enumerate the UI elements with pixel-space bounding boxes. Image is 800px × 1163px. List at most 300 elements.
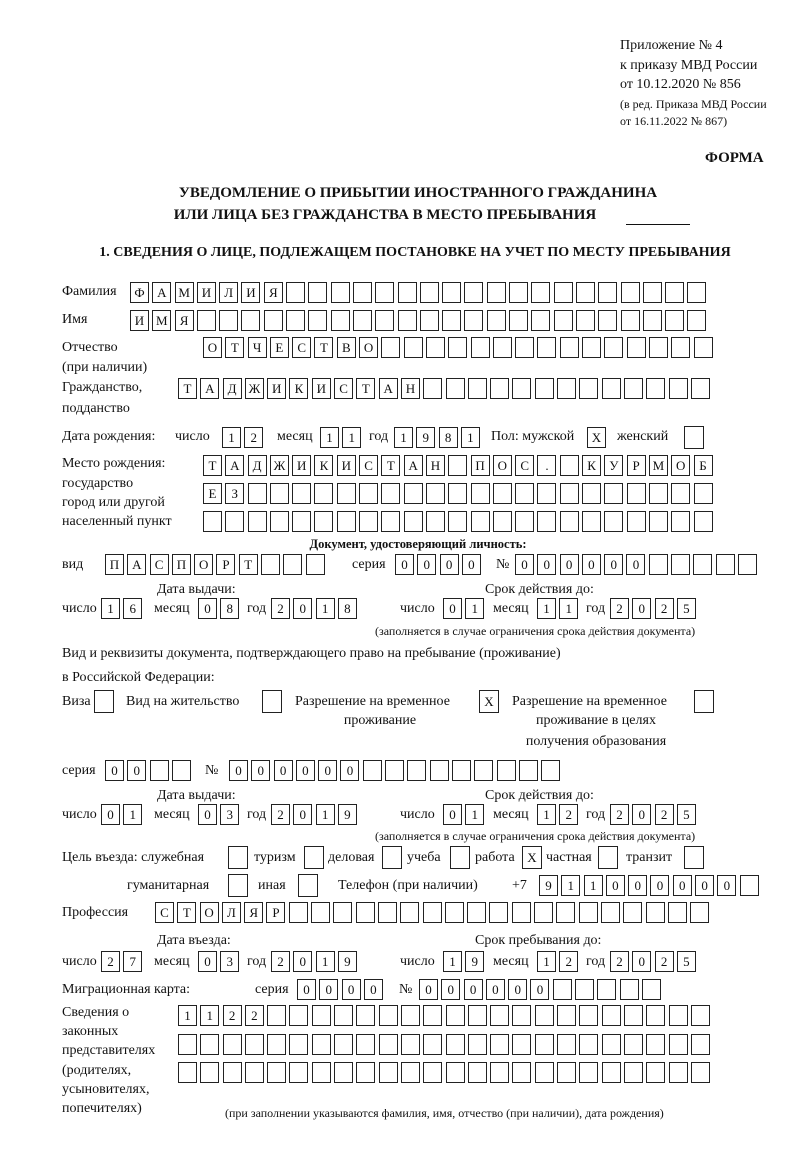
letter-cell[interactable] (446, 378, 465, 399)
letter-cell[interactable] (620, 979, 639, 1000)
letter-cell[interactable]: Д (223, 378, 242, 399)
letter-cell[interactable] (582, 483, 601, 504)
letter-cell[interactable] (642, 979, 661, 1000)
letter-cell[interactable] (693, 554, 712, 575)
permit-valid-month-cells[interactable] (537, 804, 582, 825)
letter-cell[interactable] (286, 282, 305, 303)
letter-cell[interactable] (359, 483, 378, 504)
purpose-transit-checkbox[interactable] (684, 846, 707, 869)
letter-cell[interactable] (665, 282, 684, 303)
letter-cell[interactable]: К (314, 455, 333, 476)
letter-cell[interactable] (669, 378, 688, 399)
letter-cell[interactable] (535, 1062, 554, 1083)
letter-cell[interactable]: 2 (101, 951, 120, 972)
letter-cell[interactable] (306, 554, 325, 575)
letter-cell[interactable]: 0 (395, 554, 414, 575)
letter-cell[interactable] (292, 483, 311, 504)
letter-cell[interactable] (671, 483, 690, 504)
letter-cell[interactable]: М (152, 310, 171, 331)
letter-cell[interactable] (333, 902, 352, 923)
letter-cell[interactable] (575, 979, 594, 1000)
letter-cell[interactable] (228, 874, 248, 897)
letter-cell[interactable] (669, 1005, 688, 1026)
letter-cell[interactable]: Л (219, 282, 238, 303)
letter-cell[interactable] (535, 1034, 554, 1055)
letter-cell[interactable] (448, 337, 467, 358)
letter-cell[interactable] (312, 1062, 331, 1083)
patronymic-cells[interactable] (203, 337, 716, 358)
letter-cell[interactable] (423, 902, 442, 923)
letter-cell[interactable]: 0 (419, 979, 438, 1000)
letter-cell[interactable] (404, 511, 423, 532)
letter-cell[interactable] (331, 310, 350, 331)
letter-cell[interactable] (308, 282, 327, 303)
letter-cell[interactable]: И (337, 455, 356, 476)
letter-cell[interactable]: 5 (677, 804, 696, 825)
letter-cell[interactable]: 0 (417, 554, 436, 575)
letter-cell[interactable] (264, 310, 283, 331)
letter-cell[interactable]: 0 (319, 979, 338, 1000)
letter-cell[interactable]: З (225, 483, 244, 504)
birthplace-cells-1[interactable] (203, 455, 716, 476)
purpose-service-checkbox[interactable] (228, 846, 251, 869)
letter-cell[interactable]: 0 (606, 875, 625, 896)
letter-cell[interactable]: Р (216, 554, 235, 575)
letter-cell[interactable]: 2 (559, 804, 578, 825)
permit-issue-month-cells[interactable] (198, 804, 243, 825)
letter-cell[interactable] (535, 1005, 554, 1026)
letter-cell[interactable] (382, 846, 402, 869)
letter-cell[interactable]: X (522, 846, 542, 869)
letter-cell[interactable] (646, 1062, 665, 1083)
letter-cell[interactable] (624, 1062, 643, 1083)
letter-cell[interactable]: 0 (695, 875, 714, 896)
letter-cell[interactable] (669, 1034, 688, 1055)
letter-cell[interactable] (690, 902, 709, 923)
letter-cell[interactable]: В (337, 337, 356, 358)
letter-cell[interactable] (225, 511, 244, 532)
letter-cell[interactable] (493, 511, 512, 532)
letter-cell[interactable] (314, 483, 333, 504)
letter-cell[interactable] (691, 1034, 710, 1055)
permit-number-cells[interactable] (229, 760, 563, 781)
letter-cell[interactable] (623, 902, 642, 923)
letter-cell[interactable] (554, 310, 573, 331)
letter-cell[interactable] (694, 483, 713, 504)
letter-cell[interactable] (267, 1034, 286, 1055)
letter-cell[interactable]: Я (175, 310, 194, 331)
letter-cell[interactable]: 9 (465, 951, 484, 972)
letter-cell[interactable]: 0 (632, 804, 651, 825)
letter-cell[interactable] (337, 483, 356, 504)
letter-cell[interactable]: 0 (293, 804, 312, 825)
letter-cell[interactable] (646, 1005, 665, 1026)
letter-cell[interactable] (694, 511, 713, 532)
letter-cell[interactable] (646, 902, 665, 923)
letter-cell[interactable]: О (359, 337, 378, 358)
letter-cell[interactable] (649, 554, 668, 575)
letter-cell[interactable] (356, 1034, 375, 1055)
letter-cell[interactable] (602, 1062, 621, 1083)
letter-cell[interactable] (298, 874, 318, 897)
letter-cell[interactable]: 0 (462, 554, 481, 575)
letter-cell[interactable]: К (582, 455, 601, 476)
letter-cell[interactable]: Я (264, 282, 283, 303)
letter-cell[interactable] (426, 337, 445, 358)
letter-cell[interactable] (691, 378, 710, 399)
letter-cell[interactable] (646, 378, 665, 399)
letter-cell[interactable] (649, 483, 668, 504)
letter-cell[interactable] (579, 378, 598, 399)
letter-cell[interactable] (512, 1005, 531, 1026)
letter-cell[interactable] (509, 310, 528, 331)
letter-cell[interactable] (602, 378, 621, 399)
letter-cell[interactable] (292, 511, 311, 532)
letter-cell[interactable] (241, 310, 260, 331)
letter-cell[interactable]: X (587, 427, 606, 448)
letter-cell[interactable]: 0 (274, 760, 293, 781)
letter-cell[interactable]: 0 (537, 554, 556, 575)
letter-cell[interactable] (582, 337, 601, 358)
letter-cell[interactable]: 5 (677, 598, 696, 619)
letter-cell[interactable]: Т (203, 455, 222, 476)
letter-cell[interactable] (541, 760, 560, 781)
letter-cell[interactable] (381, 337, 400, 358)
letter-cell[interactable] (442, 310, 461, 331)
letter-cell[interactable]: Н (401, 378, 420, 399)
letter-cell[interactable] (401, 1062, 420, 1083)
letter-cell[interactable] (624, 378, 643, 399)
sex-female-checkbox[interactable] (684, 426, 707, 449)
letter-cell[interactable] (334, 1034, 353, 1055)
entry-day-cells[interactable] (101, 951, 146, 972)
doc-series-cells[interactable] (395, 554, 484, 575)
letter-cell[interactable] (245, 1062, 264, 1083)
letter-cell[interactable] (560, 337, 579, 358)
letter-cell[interactable]: 3 (220, 951, 239, 972)
letter-cell[interactable] (671, 511, 690, 532)
letter-cell[interactable]: Ж (245, 378, 264, 399)
letter-cell[interactable]: О (194, 554, 213, 575)
letter-cell[interactable]: М (649, 455, 668, 476)
letter-cell[interactable] (379, 1062, 398, 1083)
letter-cell[interactable]: 0 (296, 760, 315, 781)
citizenship-cells[interactable] (178, 378, 713, 399)
letter-cell[interactable]: 2 (244, 427, 263, 448)
letter-cell[interactable] (289, 1062, 308, 1083)
letter-cell[interactable] (601, 902, 620, 923)
letter-cell[interactable]: 0 (508, 979, 527, 1000)
letter-cell[interactable]: 2 (610, 598, 629, 619)
letter-cell[interactable] (94, 690, 114, 713)
letter-cell[interactable] (423, 1062, 442, 1083)
letter-cell[interactable]: Е (203, 483, 222, 504)
letter-cell[interactable]: 0 (632, 951, 651, 972)
reps-cells-3[interactable] (178, 1062, 713, 1083)
letter-cell[interactable] (375, 310, 394, 331)
letter-cell[interactable]: 2 (610, 951, 629, 972)
letter-cell[interactable]: 0 (364, 979, 383, 1000)
letter-cell[interactable] (337, 511, 356, 532)
letter-cell[interactable] (602, 1034, 621, 1055)
letter-cell[interactable]: И (292, 455, 311, 476)
letter-cell[interactable] (381, 483, 400, 504)
letter-cell[interactable] (304, 846, 324, 869)
letter-cell[interactable] (627, 483, 646, 504)
letter-cell[interactable] (446, 1034, 465, 1055)
letter-cell[interactable] (512, 1034, 531, 1055)
letter-cell[interactable] (489, 902, 508, 923)
letter-cell[interactable] (245, 1034, 264, 1055)
letter-cell[interactable]: 0 (443, 598, 462, 619)
letter-cell[interactable] (379, 1034, 398, 1055)
letter-cell[interactable] (490, 1062, 509, 1083)
letter-cell[interactable]: 3 (220, 804, 239, 825)
letter-cell[interactable] (624, 1005, 643, 1026)
letter-cell[interactable]: 1 (200, 1005, 219, 1026)
letter-cell[interactable] (379, 1005, 398, 1026)
letter-cell[interactable] (694, 337, 713, 358)
letter-cell[interactable] (537, 511, 556, 532)
letter-cell[interactable]: 2 (223, 1005, 242, 1026)
letter-cell[interactable] (471, 337, 490, 358)
letter-cell[interactable]: 0 (626, 554, 645, 575)
letter-cell[interactable]: С (155, 902, 174, 923)
letter-cell[interactable] (691, 1005, 710, 1026)
letter-cell[interactable]: 0 (632, 598, 651, 619)
letter-cell[interactable] (579, 1005, 598, 1026)
letter-cell[interactable] (423, 1034, 442, 1055)
letter-cell[interactable] (223, 1062, 242, 1083)
letter-cell[interactable]: О (671, 455, 690, 476)
letter-cell[interactable]: И (130, 310, 149, 331)
letter-cell[interactable]: 8 (220, 598, 239, 619)
letter-cell[interactable] (560, 483, 579, 504)
letter-cell[interactable] (261, 554, 280, 575)
letter-cell[interactable] (286, 310, 305, 331)
letter-cell[interactable]: 0 (198, 804, 217, 825)
letter-cell[interactable]: 2 (245, 1005, 264, 1026)
letter-cell[interactable]: 0 (105, 760, 124, 781)
letter-cell[interactable] (509, 282, 528, 303)
letter-cell[interactable] (534, 902, 553, 923)
purpose-tourism-checkbox[interactable] (304, 846, 327, 869)
letter-cell[interactable] (420, 310, 439, 331)
letter-cell[interactable] (308, 310, 327, 331)
letter-cell[interactable] (401, 1005, 420, 1026)
letter-cell[interactable]: 0 (198, 951, 217, 972)
letter-cell[interactable] (312, 1034, 331, 1055)
letter-cell[interactable]: Р (266, 902, 285, 923)
letter-cell[interactable]: 1 (342, 427, 361, 448)
letter-cell[interactable]: 0 (293, 598, 312, 619)
letter-cell[interactable] (627, 511, 646, 532)
letter-cell[interactable]: 1 (316, 598, 335, 619)
letter-cell[interactable]: 1 (394, 427, 413, 448)
letter-cell[interactable]: С (334, 378, 353, 399)
letter-cell[interactable] (649, 337, 668, 358)
letter-cell[interactable] (270, 511, 289, 532)
letter-cell[interactable] (426, 511, 445, 532)
letter-cell[interactable]: 0 (342, 979, 361, 1000)
letter-cell[interactable] (359, 511, 378, 532)
letter-cell[interactable]: И (267, 378, 286, 399)
entry-month-cells[interactable] (198, 951, 243, 972)
letter-cell[interactable]: 2 (655, 598, 674, 619)
letter-cell[interactable]: 0 (717, 875, 736, 896)
letter-cell[interactable]: М (175, 282, 194, 303)
letter-cell[interactable] (490, 1005, 509, 1026)
doc-valid-year-cells[interactable] (610, 598, 699, 619)
letter-cell[interactable] (331, 282, 350, 303)
doc-issue-month-cells[interactable] (198, 598, 243, 619)
letter-cell[interactable] (446, 1005, 465, 1026)
letter-cell[interactable] (468, 1005, 487, 1026)
letter-cell[interactable] (356, 902, 375, 923)
letter-cell[interactable]: 0 (229, 760, 248, 781)
letter-cell[interactable]: П (172, 554, 191, 575)
letter-cell[interactable] (262, 690, 282, 713)
visa-checkbox[interactable] (94, 690, 117, 713)
letter-cell[interactable]: Я (244, 902, 263, 923)
letter-cell[interactable]: 0 (464, 979, 483, 1000)
letter-cell[interactable] (468, 1034, 487, 1055)
letter-cell[interactable] (375, 282, 394, 303)
letter-cell[interactable] (353, 282, 372, 303)
letter-cell[interactable]: 1 (537, 951, 556, 972)
letter-cell[interactable] (442, 282, 461, 303)
letter-cell[interactable] (487, 282, 506, 303)
letter-cell[interactable] (557, 1005, 576, 1026)
letter-cell[interactable]: 0 (101, 804, 120, 825)
letter-cell[interactable] (694, 690, 714, 713)
letter-cell[interactable] (512, 902, 531, 923)
letter-cell[interactable] (576, 310, 595, 331)
letter-cell[interactable] (464, 310, 483, 331)
letter-cell[interactable] (597, 979, 616, 1000)
letter-cell[interactable] (471, 483, 490, 504)
doc-valid-day-cells[interactable] (443, 598, 488, 619)
letter-cell[interactable]: 0 (440, 554, 459, 575)
letter-cell[interactable] (283, 554, 302, 575)
letter-cell[interactable] (248, 511, 267, 532)
letter-cell[interactable]: О (203, 337, 222, 358)
letter-cell[interactable] (423, 378, 442, 399)
letter-cell[interactable] (512, 1062, 531, 1083)
letter-cell[interactable]: 9 (338, 804, 357, 825)
sex-male-checkbox[interactable] (587, 427, 609, 448)
permit-valid-day-cells[interactable] (443, 804, 488, 825)
letter-cell[interactable] (598, 282, 617, 303)
letter-cell[interactable] (289, 902, 308, 923)
letter-cell[interactable] (445, 902, 464, 923)
letter-cell[interactable] (311, 902, 330, 923)
profession-cells[interactable] (155, 902, 712, 923)
letter-cell[interactable]: 1 (559, 598, 578, 619)
letter-cell[interactable] (401, 1034, 420, 1055)
letter-cell[interactable]: 1 (101, 598, 120, 619)
letter-cell[interactable] (289, 1005, 308, 1026)
letter-cell[interactable] (223, 1034, 242, 1055)
letter-cell[interactable]: 1 (320, 427, 339, 448)
purpose-study-checkbox[interactable] (450, 846, 473, 869)
letter-cell[interactable] (197, 310, 216, 331)
letter-cell[interactable] (553, 979, 572, 1000)
letter-cell[interactable]: А (379, 378, 398, 399)
letter-cell[interactable] (493, 337, 512, 358)
letter-cell[interactable]: 9 (416, 427, 435, 448)
letter-cell[interactable] (598, 310, 617, 331)
letter-cell[interactable] (604, 483, 623, 504)
letter-cell[interactable] (557, 1062, 576, 1083)
letter-cell[interactable]: 0 (441, 979, 460, 1000)
letter-cell[interactable] (531, 282, 550, 303)
purpose-other-checkbox[interactable] (298, 874, 321, 897)
letter-cell[interactable] (576, 282, 595, 303)
letter-cell[interactable] (671, 337, 690, 358)
letter-cell[interactable]: 2 (559, 951, 578, 972)
letter-cell[interactable]: 0 (318, 760, 337, 781)
stay-year-cells[interactable] (610, 951, 699, 972)
phone-cells[interactable] (539, 875, 762, 896)
letter-cell[interactable]: 0 (628, 875, 647, 896)
letter-cell[interactable] (515, 483, 534, 504)
letter-cell[interactable]: Т (178, 378, 197, 399)
letter-cell[interactable] (582, 511, 601, 532)
letter-cell[interactable]: У (604, 455, 623, 476)
letter-cell[interactable]: 0 (127, 760, 146, 781)
letter-cell[interactable] (430, 760, 449, 781)
stay-month-cells[interactable] (537, 951, 582, 972)
letter-cell[interactable]: Т (225, 337, 244, 358)
letter-cell[interactable]: Т (177, 902, 196, 923)
purpose-business-checkbox[interactable] (382, 846, 405, 869)
letter-cell[interactable]: 0 (198, 598, 217, 619)
letter-cell[interactable] (468, 378, 487, 399)
letter-cell[interactable]: П (471, 455, 490, 476)
permit-issue-day-cells[interactable] (101, 804, 146, 825)
letter-cell[interactable] (740, 875, 759, 896)
letter-cell[interactable] (267, 1062, 286, 1083)
permit-issue-year-cells[interactable] (271, 804, 360, 825)
letter-cell[interactable] (684, 846, 704, 869)
letter-cell[interactable]: 1 (537, 804, 556, 825)
permit-valid-year-cells[interactable] (610, 804, 699, 825)
purpose-work-checkbox[interactable] (522, 846, 545, 869)
letter-cell[interactable] (537, 483, 556, 504)
letter-cell[interactable] (404, 483, 423, 504)
letter-cell[interactable]: 9 (539, 875, 558, 896)
letter-cell[interactable]: 0 (560, 554, 579, 575)
doc-issue-year-cells[interactable] (271, 598, 360, 619)
letter-cell[interactable]: 2 (271, 951, 290, 972)
letter-cell[interactable] (464, 282, 483, 303)
name-cells[interactable] (130, 310, 710, 331)
letter-cell[interactable]: Л (222, 902, 241, 923)
letter-cell[interactable]: 1 (443, 951, 462, 972)
letter-cell[interactable]: П (105, 554, 124, 575)
letter-cell[interactable] (404, 337, 423, 358)
letter-cell[interactable] (557, 1034, 576, 1055)
letter-cell[interactable] (560, 455, 579, 476)
mig-series-cells[interactable] (297, 979, 386, 1000)
letter-cell[interactable]: 0 (530, 979, 549, 1000)
letter-cell[interactable]: Т (314, 337, 333, 358)
birth-year-cells[interactable] (394, 427, 483, 448)
letter-cell[interactable]: 8 (338, 598, 357, 619)
letter-cell[interactable]: X (479, 690, 499, 713)
letter-cell[interactable] (646, 1034, 665, 1055)
